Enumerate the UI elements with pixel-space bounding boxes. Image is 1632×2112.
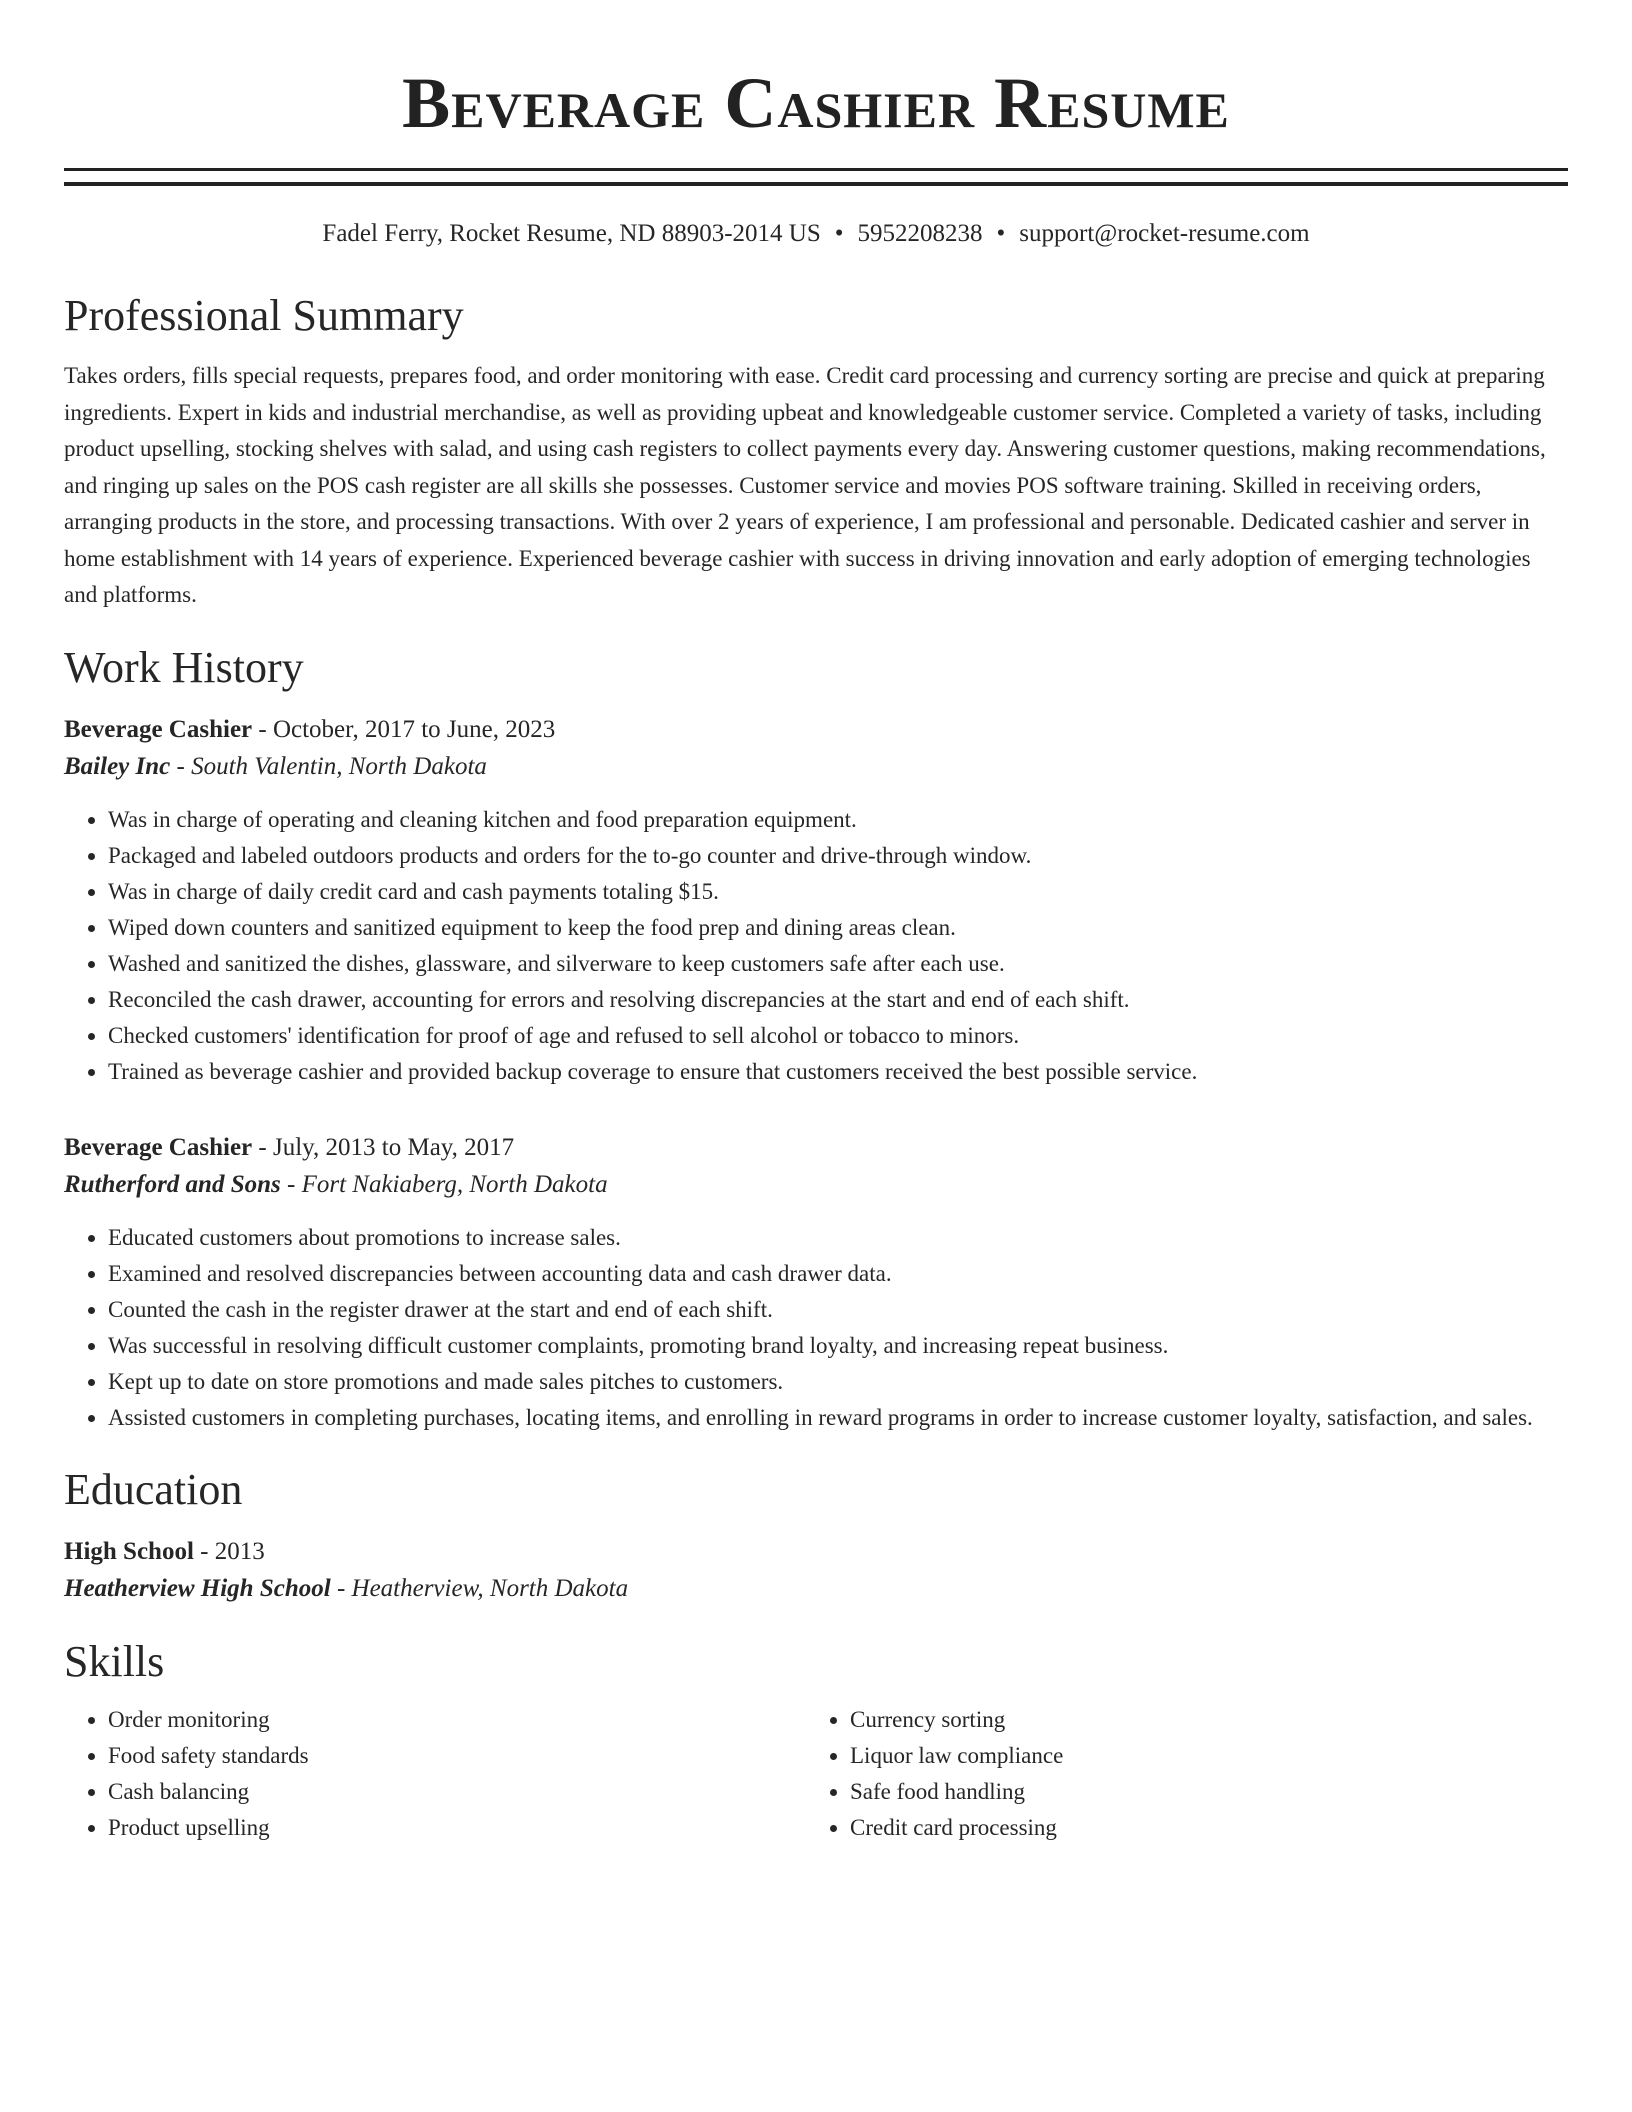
skills-grid (64, 1702, 1568, 1846)
list-item: • Educated customers about promotions to increase sales. (108, 1220, 1568, 1256)
skill-item: • Currency sorting (850, 1702, 1548, 1738)
contact-email: support@rocket-resume.com (1019, 220, 1310, 247)
job-location: - South Valentin, North Dakota (170, 752, 487, 780)
list-item: • Trained as beverage cashier and provided backup coverage to ensure that customers received the best possible service. (108, 1054, 1568, 1090)
job-company-line (64, 1166, 1568, 1204)
list-item: • Examined and resolved discrepancies between accounting data and cash drawer data. (108, 1256, 1568, 1292)
skill-item: • Food safety standards (108, 1738, 806, 1774)
job-title: Beverage Cashier (64, 715, 253, 743)
job-duties-list (64, 802, 1568, 1090)
summary-heading: Professional Summary (64, 291, 464, 340)
education-school-line (64, 1570, 1568, 1608)
education-heading: Education (64, 1464, 243, 1514)
skills-heading: Skills (64, 1636, 165, 1686)
education-degree-line (64, 1534, 1568, 1570)
skill-item: • Credit card processing (850, 1810, 1548, 1846)
list-item: • Wiped down counters and sanitized equipment to keep the food prep and dining areas clean. (108, 910, 1568, 946)
job-title: Beverage Cashier (64, 1133, 253, 1161)
list-item: • Counted the cash in the register drawer at the start and end of each shift. (108, 1292, 1568, 1328)
job-entry (64, 712, 1568, 1090)
education-location: - Heatherview, North Dakota (330, 1574, 629, 1602)
job-duties-list (64, 1220, 1568, 1436)
job-entry (64, 1130, 1568, 1436)
list-item: • Packaged and labeled outdoors products and orders for the to-go counter and drive-through window. (108, 838, 1568, 874)
list-item: • Checked customers' identification for proof of age and refused to sell alcohol or tobacco to minors. (108, 1018, 1568, 1054)
skill-item: • Liquor law compliance (850, 1738, 1548, 1774)
list-item: • Washed and sanitized the dishes, glassware, and silverware to keep customers safe after each use. (108, 946, 1568, 982)
job-company: Bailey Inc (64, 752, 171, 780)
skill-item: • Order monitoring (108, 1702, 806, 1738)
summary-text: Takes orders, fills special requests, prepares food, and order monitoring with ease. Credit card processing and currency sorting are precise and quick at preparing ingredients. Expert in kids and industrial merchandise, as well as providing upbeat and knowledgeable customer service. Completed a variety of tasks, including product upselling, stocking shelves with salad, and using cash registers to collect payments every day. Answering customer questions, making recommendations, and ringing up sales on the POS cash register are all skills she possesses. Customer service and movies POS software training. Skilled in receiving orders, arranging products in the store, and processing transactions. With over 2 years of experience, I am professional and personable. Dedicated cashier and server in home establishment with 14 years of experience. Experienced beverage cashier with success in driving innovation and early adoption of emerging technologies and platforms. (64, 363, 1546, 607)
education-year: - 2013 (193, 1537, 265, 1565)
contact-phone: 5952208238 (857, 220, 983, 247)
list-item: • Was in charge of daily credit card and cash payments totaling $15. (108, 874, 1568, 910)
list-item: • Kept up to date on store promotions and made sales pitches to customers. (108, 1364, 1568, 1400)
resume-title: Beverage Cashier Resume (402, 63, 1230, 143)
job-title-line (64, 1130, 1568, 1166)
skill-item: • Cash balancing (108, 1774, 806, 1810)
education-degree: High School (64, 1537, 194, 1565)
skills-list-left (64, 1702, 806, 1846)
skill-item: • Product upselling (108, 1810, 806, 1846)
title-divider (64, 168, 1568, 186)
contact-address: Fadel Ferry, Rocket Resume, ND 88903-2014 US (322, 220, 821, 247)
job-company: Rutherford and Sons (64, 1170, 281, 1198)
skill-item: • Safe food handling (850, 1774, 1548, 1810)
job-company-line (64, 748, 1568, 786)
skills-list-right (806, 1702, 1548, 1846)
list-item: • Was in charge of operating and cleaning kitchen and food preparation equipment. (108, 802, 1568, 838)
list-item: • Reconciled the cash drawer, accounting for errors and resolving discrepancies at the start and end of each shift. (108, 982, 1568, 1018)
work-history-heading: Work History (64, 642, 304, 692)
education-school: Heatherview High School (64, 1574, 331, 1602)
list-item: • Was successful in resolving difficult customer complaints, promoting brand loyalty, and increasing repeat business. (108, 1328, 1568, 1364)
contact-separator: • (834, 220, 844, 247)
job-location: - Fort Nakiaberg, North Dakota (280, 1170, 608, 1198)
list-item: • Assisted customers in completing purchases, locating items, and enrolling in reward programs in order to increase customer loyalty, satisfaction, and sales. (108, 1400, 1568, 1436)
contact-line (64, 218, 1568, 250)
job-dates: - July, 2013 to May, 2017 (252, 1133, 515, 1161)
job-dates: - October, 2017 to June, 2023 (252, 715, 556, 743)
contact-separator: • (996, 220, 1006, 247)
job-title-line (64, 712, 1568, 748)
